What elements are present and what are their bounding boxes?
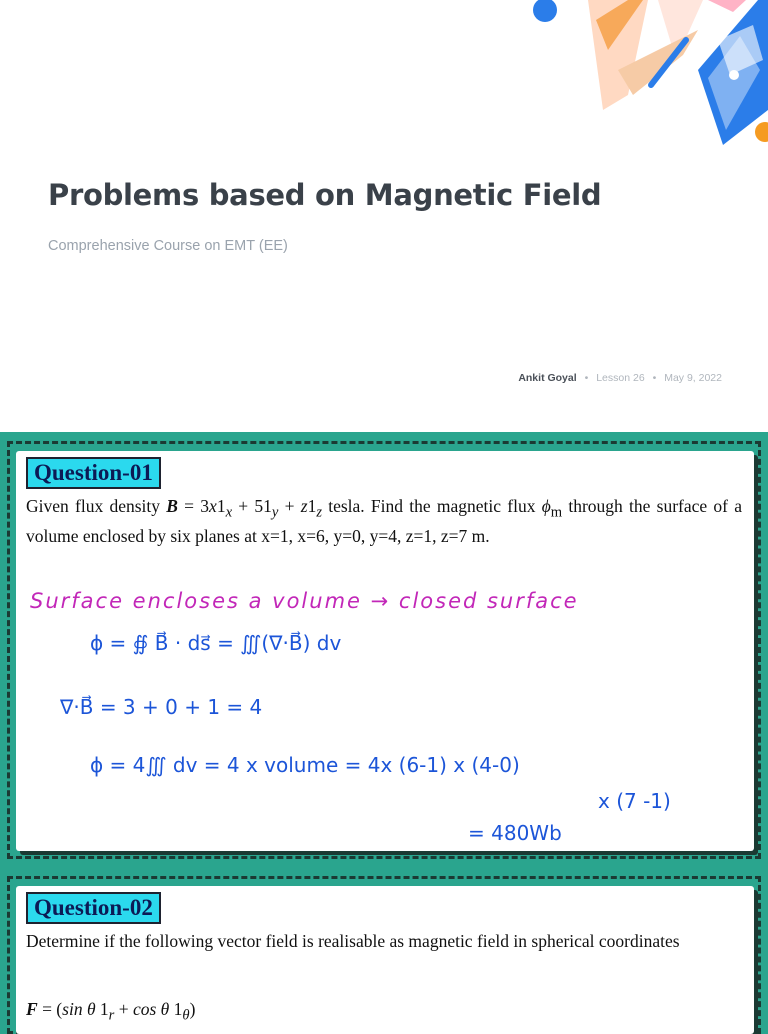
handwritten-result: = 480Wb — [468, 821, 562, 845]
course-subtitle: Comprehensive Course on EMT (EE) — [48, 238, 288, 254]
question-2-panel — [0, 868, 768, 1024]
lesson-number: Lesson 26 — [596, 372, 645, 384]
handwritten-flux-cont: x (7 -1) — [598, 789, 671, 813]
question-1-panel — [0, 433, 768, 865]
pencil-decoration-icon — [508, 0, 768, 170]
question-2-label: Question-02 — [26, 892, 161, 924]
author-name: Ankit Goyal — [518, 372, 577, 384]
handwritten-equation: ϕ = ∯ B⃗ · ds⃗ = ∭(∇·B⃗) dv — [90, 631, 342, 655]
handwritten-flux: ϕ = 4∭ dv = 4 x volume = 4x (6-1) x (4-0) — [90, 753, 520, 777]
handwritten-divergence: ∇·B⃗ = 3 + 0 + 1 = 4 — [60, 695, 263, 719]
lesson-meta — [518, 372, 722, 384]
question-1-label: Question-01 — [26, 457, 161, 489]
q1-text-part: tesla. Find the magnetic flux — [322, 496, 542, 516]
question-1-text: Given flux density $B = 3x1_x + 51_y + z1_z$ tesla. Find the magnetic flux $\phi_m$ through the surface of a volume enclosed by six planes at x=1, x=6, y=0, y=4, z=1, z=7 m. — [26, 496, 742, 546]
question-2-text: Determine if the following vector field is realisable as magnetic field in spherical coordinates — [26, 931, 680, 951]
q1-text-part: through the surface of a volume enclosed by six planes at x=1, x=6, y=0, y=4, z=1, z=7 m. — [26, 496, 742, 546]
question-2-card — [16, 886, 754, 1034]
q1-text-part: Given flux density — [26, 496, 167, 516]
question-2-formula: F = (sin θ $1_r + \cos \theta$ $1_\theta$) — [26, 999, 196, 1024]
question-1-card — [16, 451, 754, 851]
handwritten-note: Surface encloses a volume → closed surface — [30, 589, 579, 613]
lesson-date: May 9, 2022 — [664, 372, 722, 384]
page-title: Problems based on Magnetic Field — [48, 178, 602, 212]
separator-dot: • — [652, 372, 657, 384]
title-slide — [0, 0, 768, 432]
separator-dot: • — [584, 372, 589, 384]
